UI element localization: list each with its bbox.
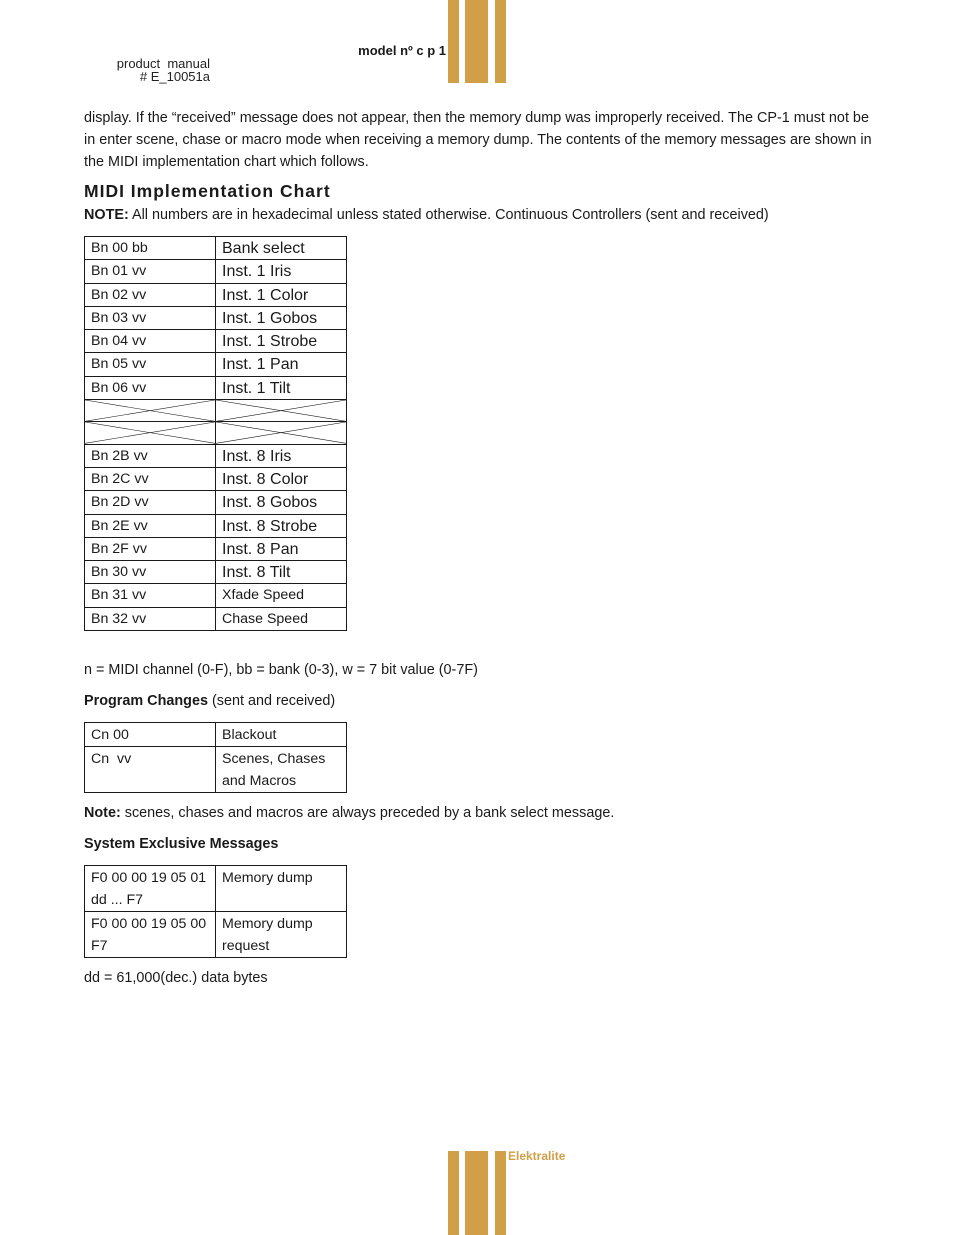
cc-code: Bn 31 vv [85,584,216,607]
footer-accent-bar-1 [448,1151,459,1235]
cc-desc: Xfade Speed [216,584,347,607]
crossed-out-cell [216,400,347,422]
cc-code: Bn 32 vv [85,607,216,630]
brand-name: Elektralite [508,1149,566,1163]
table-row [85,260,347,283]
cc-code: Bn 03 vv [85,306,216,329]
cc-code: Bn 01 vv [85,260,216,283]
table-row-omitted [85,422,347,444]
crossed-out-cell [85,422,216,444]
cc-code: Bn 2D vv [85,491,216,514]
note2-text: scenes, chases and macros are always preceded by a bank select message. [120,805,615,821]
cc-desc: Inst. 8 Iris [216,444,347,467]
table-row [85,491,347,514]
intro-paragraph: display. If the “received” message does not appear, then the memory dump was improperly received. The CP-1 must not be in enter scene, chase or macro mode when receiving a memory dump. The contents of the memory messages are shown in the MIDI implementation chart which follows. [84,110,872,170]
table-row-omitted [85,400,347,422]
cc-code: Bn 04 vv [85,330,216,353]
cc-code: Bn 05 vv [85,353,216,376]
table-row [85,866,347,912]
legend-line: n = MIDI channel (0-F), bb = bank (0-3), w = 7 bit value (0-7F) [84,662,478,678]
table-row [85,376,347,399]
table-row [85,306,347,329]
cc-desc: Inst. 8 Gobos [216,491,347,514]
table-row [85,514,347,537]
header-accent-bar-3 [495,0,506,83]
table-row [85,467,347,490]
manual-label: product manual [116,56,210,71]
document-number: # E_10051a [139,69,210,84]
table-row [85,747,347,793]
note2-label: Note: [84,805,121,821]
cc-code: Bn 2C vv [85,467,216,490]
header-accent-bar-2 [465,0,488,83]
pc-code: Cn vv [85,747,216,793]
cc-code: Bn 02 vv [85,283,216,306]
cc-code: Bn 2F vv [85,537,216,560]
table-row [85,912,347,958]
section-title: MIDI Implementation Chart [84,181,331,201]
cc-code: Bn 00 bb [85,237,216,260]
table-row [85,584,347,607]
cc-code: Bn 2B vv [85,444,216,467]
table-row [85,607,347,630]
sysex-desc: Memory dump request [216,912,347,958]
sysex-desc: Memory dump [216,866,347,912]
data-bytes-note: dd = 61,000(dec.) data bytes [84,970,268,986]
cc-desc: Inst. 8 Color [216,467,347,490]
table-row [85,353,347,376]
crossed-out-cell [85,400,216,422]
cc-desc: Inst. 1 Color [216,283,347,306]
model-number: model nº c p 1 [358,43,446,58]
cc-desc: Inst. 1 Tilt [216,376,347,399]
continuous-controllers-table [84,236,347,631]
cc-desc: Inst. 8 Tilt [216,561,347,584]
header-accent-bar-1 [448,0,459,83]
cc-code: Bn 30 vv [85,561,216,584]
note2-line [84,804,614,822]
program-changes-heading [84,692,335,710]
pc-desc: Blackout [216,723,347,747]
cc-desc: Inst. 8 Pan [216,537,347,560]
footer-accent-bar-3 [495,1151,506,1235]
cc-desc: Chase Speed [216,607,347,630]
table-row [85,444,347,467]
pc-code: Cn 00 [85,723,216,747]
table-row [85,237,347,260]
table-row [85,561,347,584]
crossed-out-cell [216,422,347,444]
program-changes-title: Program Changes [84,693,208,709]
program-changes-table [84,722,347,793]
table-row [85,723,347,747]
footer-accent-bar-2 [465,1151,488,1235]
cc-desc: Inst. 1 Strobe [216,330,347,353]
table-row [85,283,347,306]
program-changes-suffix: (sent and received) [207,693,336,709]
note-text: All numbers are in hexadecimal unless stated otherwise. Continuous Controllers (sent and received) [128,207,769,223]
cc-desc: Inst. 1 Pan [216,353,347,376]
cc-desc: Inst. 8 Strobe [216,514,347,537]
cc-code: Bn 2E vv [85,514,216,537]
sysex-code: F0 00 00 19 05 00 F7 [85,912,216,958]
note-line [84,206,769,224]
cc-desc: Bank select [216,237,347,260]
table-row [85,330,347,353]
table-row [85,537,347,560]
cc-desc: Inst. 1 Gobos [216,306,347,329]
cc-desc: Inst. 1 Iris [216,260,347,283]
sysex-table [84,865,347,958]
pc-desc: Scenes, Chases and Macros [216,747,347,793]
cc-code: Bn 06 vv [85,376,216,399]
sysex-code: F0 00 00 19 05 01 dd ... F7 [85,866,216,912]
note-label: NOTE: [84,207,129,223]
sysex-heading: System Exclusive Messages [84,836,279,852]
